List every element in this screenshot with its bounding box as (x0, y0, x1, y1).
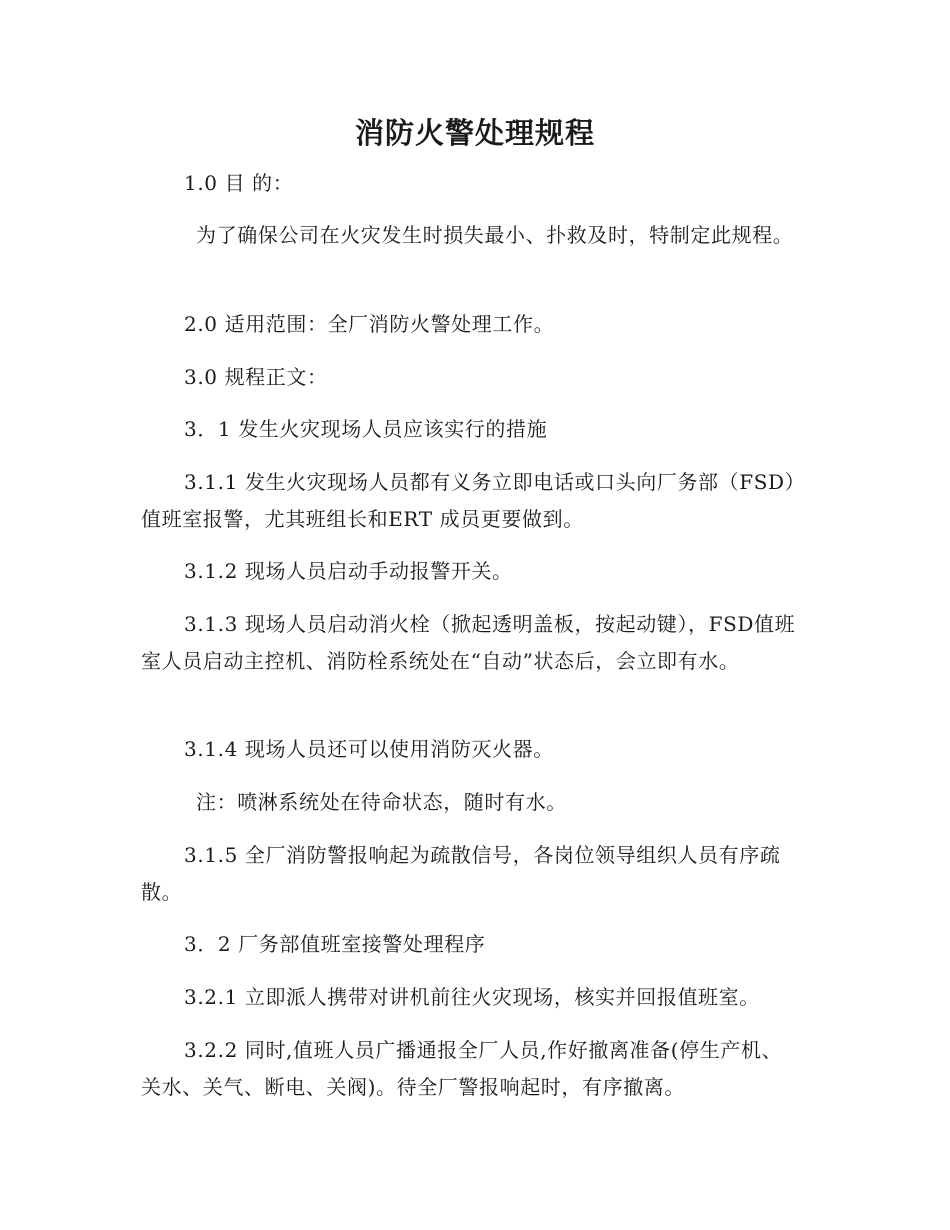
clause-3-1-4: 3.1.4 现场人员还可以使用消防灭火器。 (184, 737, 554, 761)
section-purpose-heading: 1.0 目 的： (184, 171, 294, 195)
section-scope: 2.0 适用范围：全厂消防火警处理工作。 (184, 312, 555, 336)
subsection-3-1-heading: 3．1 发生火灾现场人员应该实行的措施 (184, 417, 548, 441)
clause-3-1-2: 3.1.2 现场人员启动手动报警开关。 (184, 559, 513, 583)
subsection-3-2-heading: 3．2 厂务部值班室接警处理程序 (184, 932, 486, 956)
section-body-heading: 3.0 规程正文： (184, 365, 328, 389)
clause-3-1-3: 3.1.3 现场人员启动消火栓（掀起透明盖板，按起动键），FSD值班室人员启动主控机、消防栓系统处在“自动”状态后，会立即有水。 (141, 612, 796, 673)
clause-3-2-1: 3.2.1 立即派人携带对讲机前往火灾现场，核实并回报值班室。 (184, 985, 760, 1009)
clause-3-1-5: 3.1.5 全厂消防警报响起为疏散信号，各岗位领导组织人员有序疏散。 (141, 843, 781, 904)
document-title: 消防火警处理规程 (354, 116, 595, 150)
clause-3-1-1: 3.1.1 发生火灾现场人员都有义务立即电话或口头向厂务部（FSD）值班室报警，尤其班组长和ERT 成员更要做到。 (141, 470, 796, 531)
purpose-text: 为了确保公司在火灾发生时损失最小、扑救及时，特制定此规程。 (196, 223, 794, 247)
sprinkler-note: 注：喷淋系统处在待命状态，随时有水。 (196, 790, 567, 814)
clause-3-2-2: 3.2.2 同时,值班人员广播通报全厂人员,作好撤离准备(停生产机、关水、关气、断电、关阀)。待全厂警报响起时，有序撤离。 (141, 1038, 783, 1099)
